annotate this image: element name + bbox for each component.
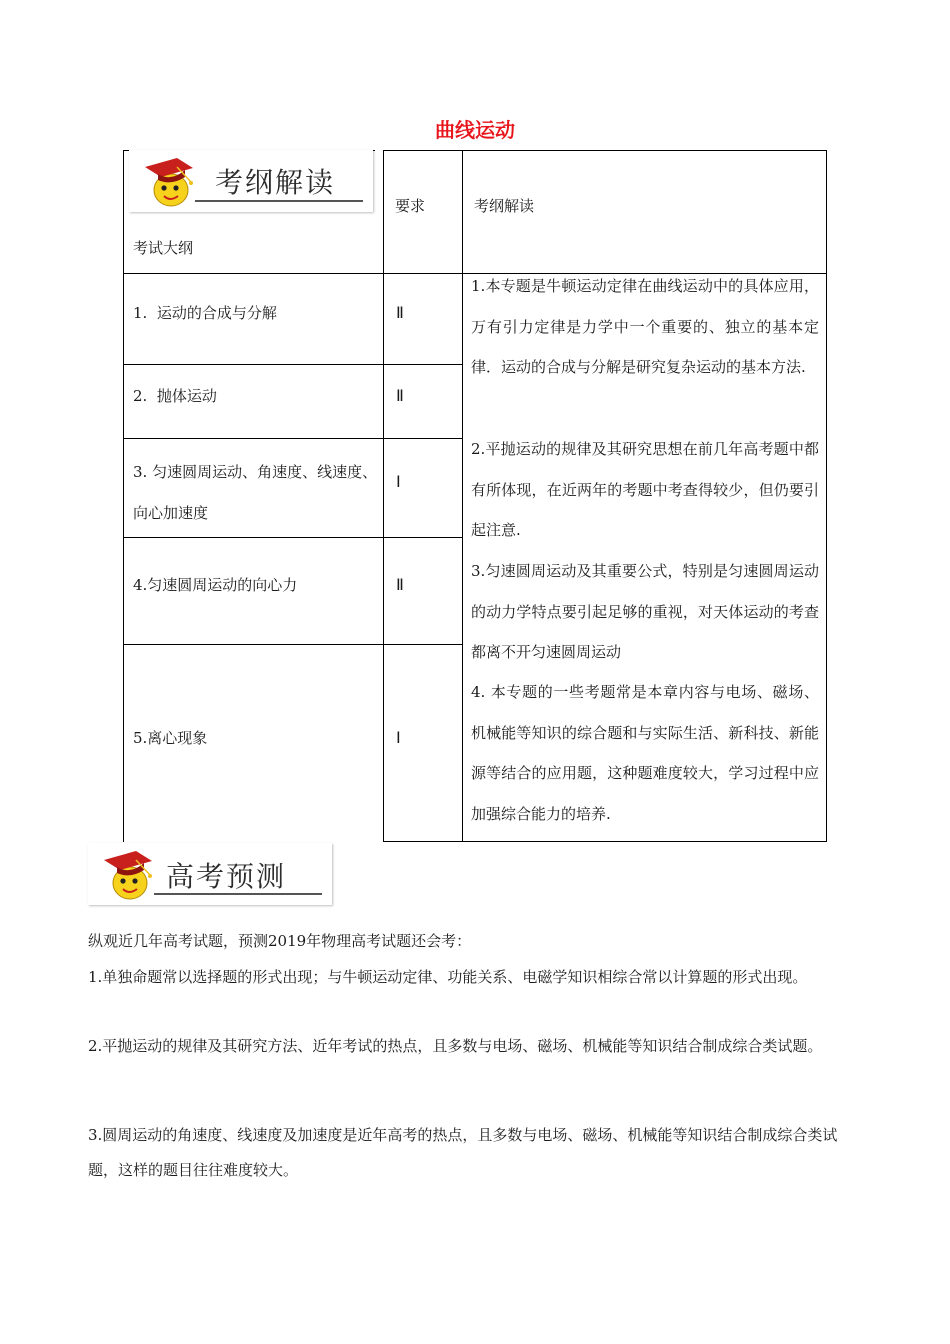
syllabus-banner	[129, 150, 373, 212]
table-row-topic: 1. 运动的合成与分解	[133, 304, 277, 322]
table-row-level: Ⅰ	[396, 474, 401, 491]
interpretation-paragraph: 4. 本专题的一些考题常是本章内容与电场、磁场、机械能等知识的综合题和与实际生活、新科技、新能源等结合的应用题，这种题难度较大，学习过程中应加强综合能力的培养.	[471, 683, 819, 824]
mascot-icon	[129, 150, 209, 212]
mascot-icon	[88, 843, 168, 905]
table-row-topic: 4.匀速圆周运动的向心力	[133, 576, 298, 594]
table-row-topic: 3. 匀速圆周运动、角速度、线速度、向心加速度	[133, 463, 378, 522]
table-row-level: Ⅱ	[396, 577, 404, 594]
page-title: 曲线运动	[435, 118, 515, 142]
table-row-level: Ⅰ	[396, 730, 401, 747]
syllabus-banner-label: 考纲解读	[215, 166, 336, 199]
header-syllabus: 考试大纲	[133, 239, 194, 257]
interpretation-paragraph: 3.匀速圆周运动及其重要公式，特别是匀速圆周运动的动力学特点要引起足够的重视，对天体运动的考查都离不开匀速圆周运动	[471, 562, 819, 662]
table-row-level: Ⅱ	[396, 388, 404, 405]
interpretation-paragraph: 2.平抛运动的规律及其研究思想在前几年高考题中都有所体现，在近两年的考题中考查得较少，但仍要引起注意.	[471, 440, 819, 540]
forecast-intro: 纵观近几年高考试题，预测2019年物理高考试题还会考：	[88, 932, 472, 950]
forecast-item: 1.单独命题常以选择题的形式出现；与牛顿运动定律、功能关系、电磁学知识相综合常以计算题的形式出现。	[88, 968, 808, 986]
header-requirement: 要求	[395, 197, 426, 215]
forecast-item: 3.圆周运动的角速度、线速度及加速度是近年高考的热点，且多数与电场、磁场、机械能等知识结合制成综合类试题，这样的题目往往难度较大。	[88, 1126, 838, 1179]
interpretation-paragraph: 1.本专题是牛顿运动定律在曲线运动中的具体应用，万有引力定律是力学中一个重要的、独立的基本定律．运动的合成与分解是研究复杂运动的基本方法.	[471, 277, 819, 377]
forecast-banner-label: 高考预测	[166, 860, 287, 893]
header-interpretation: 考纲解读	[474, 197, 535, 215]
forecast-item: 2.平抛运动的规律及其研究方法、近年考试的热点，且多数与电场、磁场、机械能等知识结合制成综合类试题。	[88, 1037, 823, 1055]
table-row-topic: 5.离心现象	[133, 729, 208, 747]
table-row-level: Ⅱ	[396, 305, 404, 322]
table-row-topic: 2. 抛体运动	[133, 387, 217, 405]
forecast-banner	[88, 843, 332, 905]
